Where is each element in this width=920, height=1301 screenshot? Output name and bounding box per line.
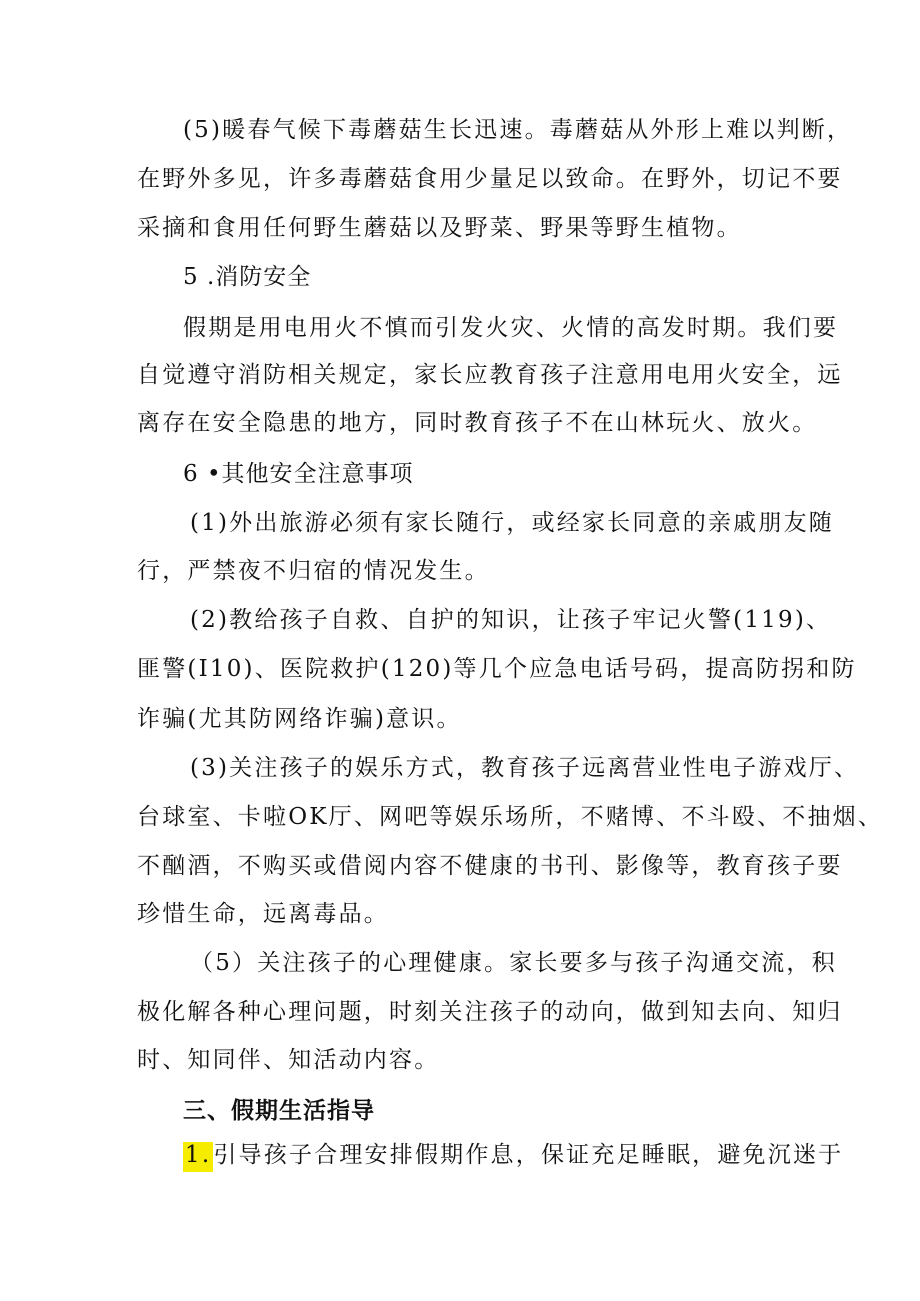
paragraph-line: (3)关注孩子的娱乐方式，教育孩子远离营业性电子游戏厅、 [190, 755, 860, 781]
section-heading: 三、假期生活指导 [183, 1098, 375, 1124]
paragraph-line: 离存在安全隐患的地方，同时教育孩子不在山林玩火、放火。 [137, 410, 818, 436]
subheading-fire-safety: 5 .消防安全 [183, 264, 312, 290]
paragraph-line: 匪警(I10)、医院救护(120)等几个应急电话号码，提高防拐和防 [137, 656, 857, 682]
paragraph-line: 行，严禁夜不归宿的情况发生。 [137, 558, 490, 584]
paragraph-line: (5)暖春气候下毒蘑菇生长迅速。毒蘑菇从外形上难以判断， [183, 117, 853, 143]
paragraph-line: 在野外多见，许多毒蘑菇食用少量足以致命。在野外，切记不要 [137, 166, 843, 192]
paragraph-line: 时、知同伴、知活动内容。 [137, 1047, 440, 1073]
paragraph-line: 诈骗(尤其防网络诈骗)意识。 [137, 706, 462, 732]
paragraph-line: 珍惜生命，远离毒品。 [137, 901, 389, 927]
paragraph-line: （5）关注孩子的心理健康。家长要多与孩子沟通交流，积 [190, 950, 837, 976]
paragraph-line: (2)教给孩子自救、自护的知识，让孩子牢记火警(119)、 [190, 607, 832, 633]
subheading-other-safety: 6 •其他安全注意事项 [183, 461, 414, 487]
numbered-item [183, 1140, 843, 1170]
paragraph-line: 自觉遵守消防相关规定，家长应教育孩子注意用电用火安全，远 [137, 362, 843, 388]
paragraph-line: 极化解各种心理问题，时刻关注孩子的动向，做到知去向、知归 [137, 999, 843, 1025]
paragraph-line: 假期是用电用火不慎而引发火灾、火情的高发时期。我们要 [183, 315, 839, 341]
paragraph-line: 台球室、卡啦OK厅、网吧等娱乐场所，不赌博、不斗殴、不抽烟、 [137, 804, 884, 830]
highlighted-number: 1. [183, 1142, 213, 1172]
paragraph-line: 不酗酒，不购买或借阅内容不健康的书刊、影像等，教育孩子要 [137, 853, 843, 879]
paragraph-line: 采摘和食用任何野生蘑菇以及野菜、野果等野生植物。 [137, 215, 742, 241]
numbered-item-text: 引导孩子合理安排假期作息，保证充足睡眠，避免沉迷于 [213, 1142, 844, 1168]
paragraph-line: (1)外出旅游必须有家长随行，或经家长同意的亲戚朋友随 [190, 510, 834, 536]
